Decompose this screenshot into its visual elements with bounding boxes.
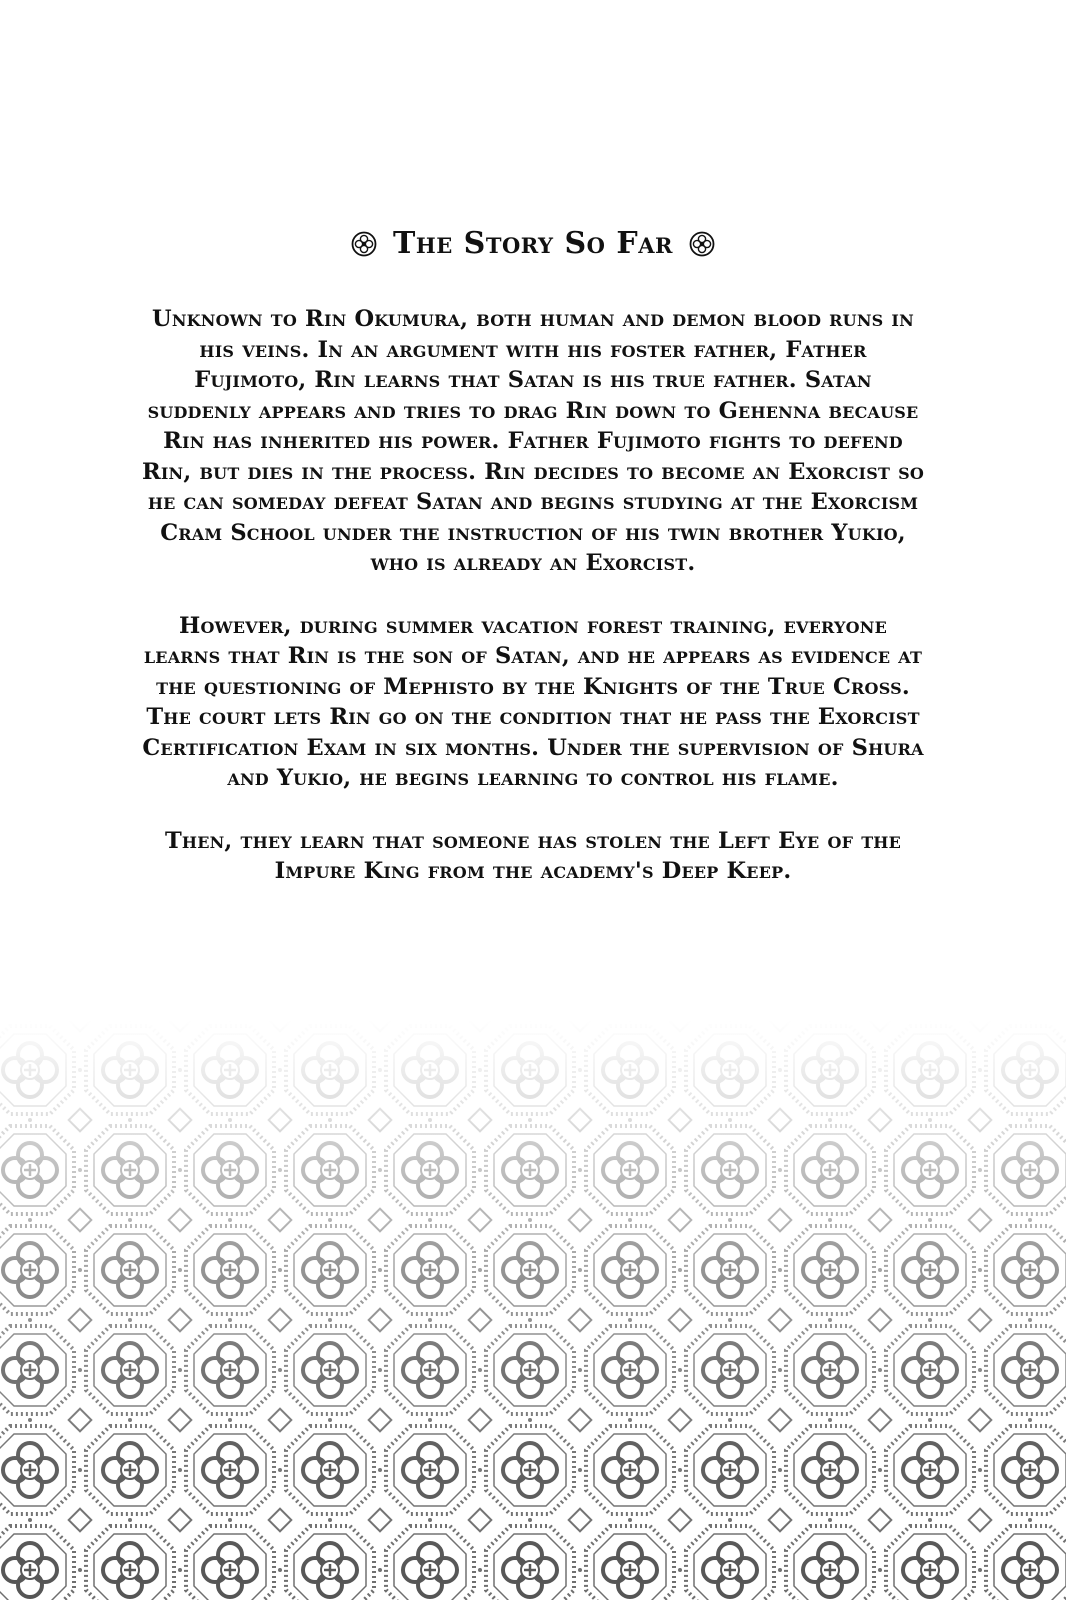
- story-paragraph-1: Unknown to Rin Okumura, both human and demon blood runs in his veins. In an argument with his foster father, Father Fujimoto, Rin learns that Satan is his true father. Satan suddenly appears and tries to drag Rin down to Gehenna because Rin has inherited his power. Father Fujimoto fights to defend Rin, but dies in the process. Rin decides to become an Exorcist so he can someday defeat Satan and begins studying at the Exorcism Cram School under the instruction of his twin brother Yukio, who is already an Exorcist.: [141, 306, 925, 576]
- story-content: [140, 222, 926, 919]
- story-paragraph-2: However, during summer vacation forest training, everyone learns that Rin is the son of Satan, and he appears as evidence at the questioning of Mephisto by the Knights of the True Cross. The court lets Rin go on the condition that he pass the Exorcist Certification Exam in six months. Under the supervision of Shura and Yukio, he begins learning to control his flame.: [142, 612, 924, 791]
- title-row: [140, 222, 926, 266]
- story-paragraph-3: Then, they learn that someone has stolen the Left Eye of the Impure King from the academy's Deep Keep.: [164, 827, 902, 884]
- decorative-tile-pattern: [0, 1020, 1066, 1600]
- rosette-icon: [689, 231, 715, 257]
- page-title: The Story So Far: [393, 226, 673, 261]
- rosette-icon: [351, 231, 377, 257]
